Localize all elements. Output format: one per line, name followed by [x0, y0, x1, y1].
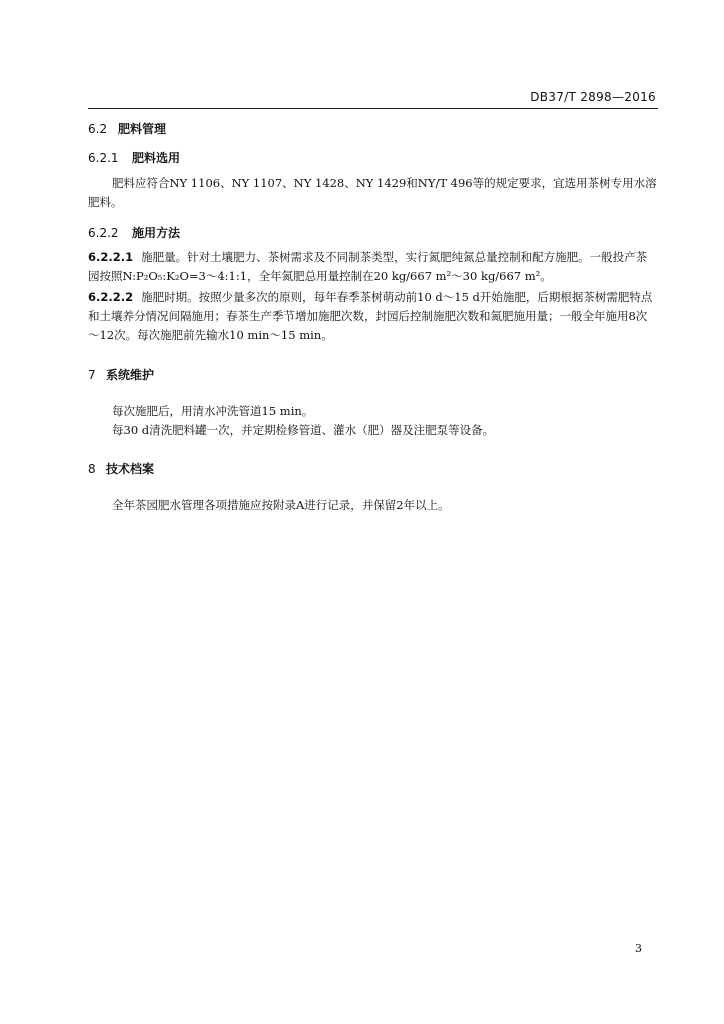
standard-code: DB37/T 2898—2016	[530, 90, 656, 104]
header-divider	[88, 108, 658, 109]
paragraph-8-1: 全年茶园肥水管理各项措施应按附录A进行记录，并保留2年以上。	[112, 498, 450, 512]
heading-6-2	[88, 120, 166, 137]
heading-7	[88, 366, 154, 383]
clause-text: 施肥时期。按照少量多次的原则，每年春季茶树萌动前10 d～15 d开始施肥，后期根据茶树需肥特点和土壤养分情况间隔施用；春茶生产季节增加施肥次数，封园后控制施肥次数和氮肥施用量；一般全年施用8次～12次。每次施肥前先输水10 min～15 min。	[88, 290, 653, 342]
page-number: 3	[635, 942, 642, 955]
clause-number: 6.2.2.1	[88, 250, 134, 264]
heading-8	[88, 460, 154, 477]
heading-title: 施用方法	[132, 226, 181, 240]
paragraph-7-2: 每30 d清洗肥料罐一次，并定期检修管道、灌水（肥）器及注肥泵等设备。	[112, 423, 495, 437]
paragraph-6-2-2-1	[88, 248, 658, 286]
clause-number: 6.2.2.2	[88, 290, 134, 304]
heading-title: 肥料管理	[118, 122, 167, 136]
heading-number: 7	[88, 368, 96, 382]
heading-6-2-1	[88, 149, 180, 166]
paragraph-6-2-2-2	[88, 288, 658, 345]
heading-number: 8	[88, 462, 96, 476]
paragraph-6-2-1: 肥料应符合NY 1106、NY 1107、NY 1428、NY 1429和NY/T 496等的规定要求，宜选用茶树专用水溶肥料。	[88, 176, 657, 209]
paragraph-7-1: 每次施肥后，用清水冲洗管道15 min。	[112, 404, 314, 418]
heading-6-2-2	[88, 224, 180, 241]
clause-text: 施肥量。针对土壤肥力、茶树需求及不同制茶类型，实行氮肥纯氮总量控制和配方施肥。一般投产茶园按照N:P₂O₅:K₂O=3～4:1:1，全年氮肥总用量控制在20 kg/667 m²～30 kg/667 m²。	[88, 250, 648, 283]
heading-title: 技术档案	[106, 462, 155, 476]
heading-number: 6.2.2	[88, 226, 119, 240]
heading-title: 系统维护	[106, 368, 155, 382]
heading-number: 6.2	[88, 122, 108, 136]
heading-number: 6.2.1	[88, 151, 119, 165]
heading-title: 肥料选用	[132, 151, 181, 165]
